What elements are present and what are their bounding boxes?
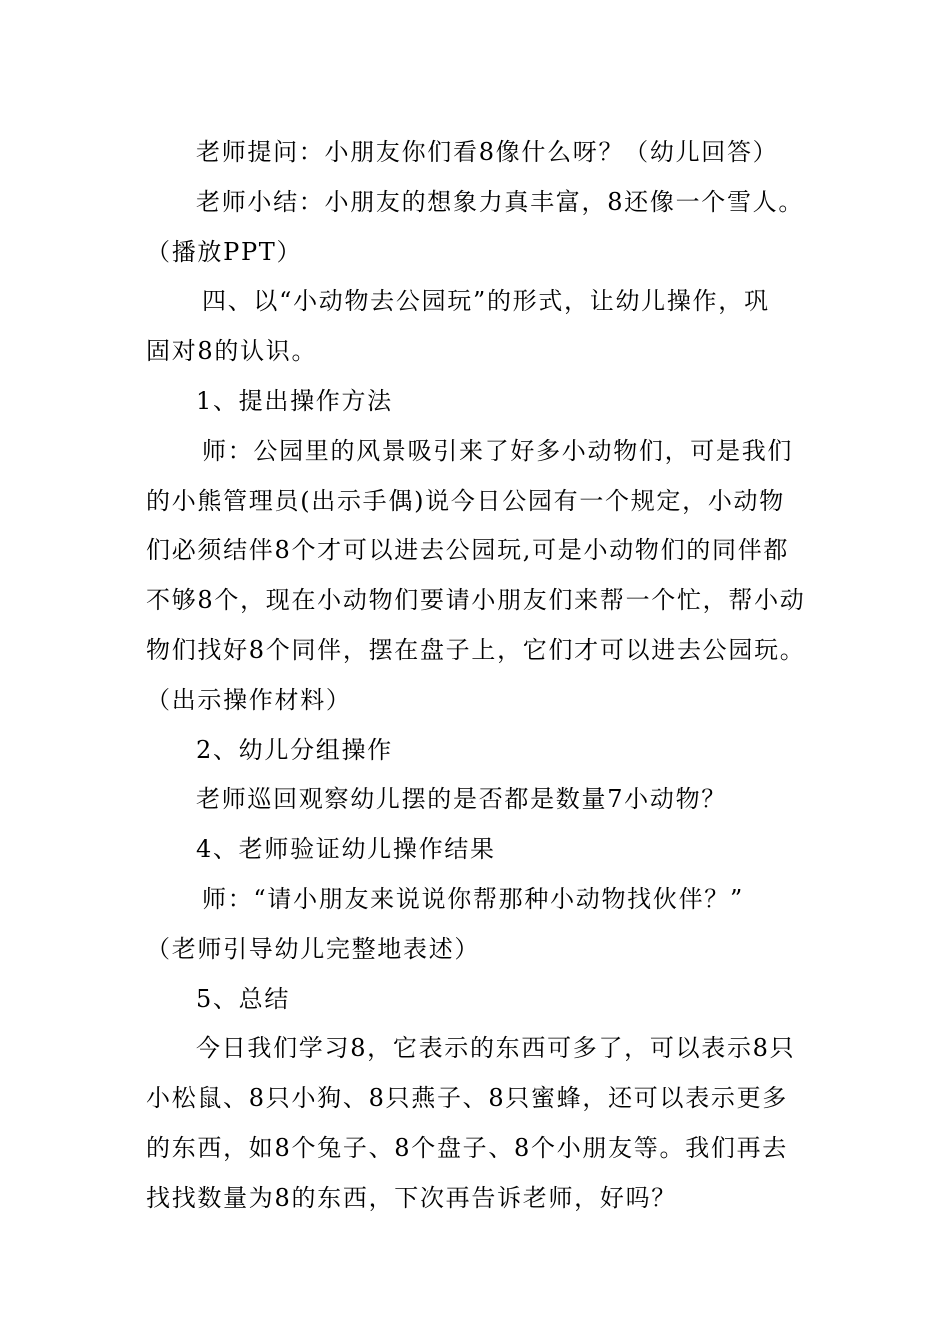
text-line: 师：公园里的风景吸引来了好多小动物们，可是我们 — [202, 436, 794, 465]
text-line: 师：“请小朋友来说说你帮那种小动物找伙伴？” — [202, 884, 744, 913]
text-line: 不够8个，现在小动物们要请小朋友们来帮一个忙，帮小动 — [146, 586, 806, 615]
text-line: 老师小结：小朋友的想象力真丰富，8还像一个雪人。 — [196, 187, 805, 216]
paragraph-section-four — [146, 277, 808, 377]
text-line: 小松鼠、8只小狗、8只燕子、8只蜜蜂，还可以表示更多 — [146, 1084, 789, 1113]
paragraph-teacher-observe — [146, 775, 808, 825]
paragraph-conclusion — [146, 1024, 808, 1223]
paragraph-teacher-summary — [146, 178, 808, 278]
text-line: 4、老师验证幼儿操作结果 — [196, 835, 496, 864]
paragraph-teacher-question — [146, 128, 808, 178]
paragraph-step-5 — [146, 975, 808, 1025]
text-line: （播放PPT） — [146, 237, 303, 266]
paragraph-step-1 — [146, 377, 808, 427]
text-line: 们必须结伴8个才可以进去公园玩,可是小动物们的同伴都 — [146, 536, 790, 565]
text-line: （老师引导幼儿完整地表述） — [146, 934, 481, 963]
text-line: 固对8的认识。 — [146, 337, 318, 366]
text-line: 四、以“小动物去公园玩”的形式，让幼儿操作，巩 — [202, 287, 770, 316]
text-line: 老师提问：小朋友你们看8像什么呀？（幼儿回答） — [196, 138, 779, 166]
text-line: 的东西，如8个兔子、8个盘子、8个小朋友等。我们再去 — [146, 1133, 789, 1162]
text-line: 的小熊管理员(出示手偶)说今日公园有一个规定，小动物 — [146, 486, 785, 515]
paragraph-step-4 — [146, 825, 808, 875]
paragraph-step-2 — [146, 726, 808, 776]
text-line: 找找数量为8的东西，下次再告诉老师，好吗？ — [146, 1183, 677, 1212]
text-line: 今日我们学习8，它表示的东西可多了，可以表示8只 — [196, 1034, 796, 1063]
text-line: 老师巡回观察幼儿摆的是否都是数量7小动物？ — [196, 785, 727, 814]
text-line: 2、幼儿分组操作 — [196, 735, 393, 764]
text-line: 5、总结 — [196, 984, 291, 1013]
text-line: （出示操作材料） — [146, 685, 352, 714]
text-line: 1、提出操作方法 — [196, 386, 393, 415]
text-line: 物们找好8个同伴，摆在盘子上，它们才可以进去公园玩。 — [146, 635, 806, 664]
document-body — [146, 128, 808, 1224]
paragraph-teacher-ask — [146, 875, 808, 975]
paragraph-teacher-instructions — [146, 427, 808, 726]
